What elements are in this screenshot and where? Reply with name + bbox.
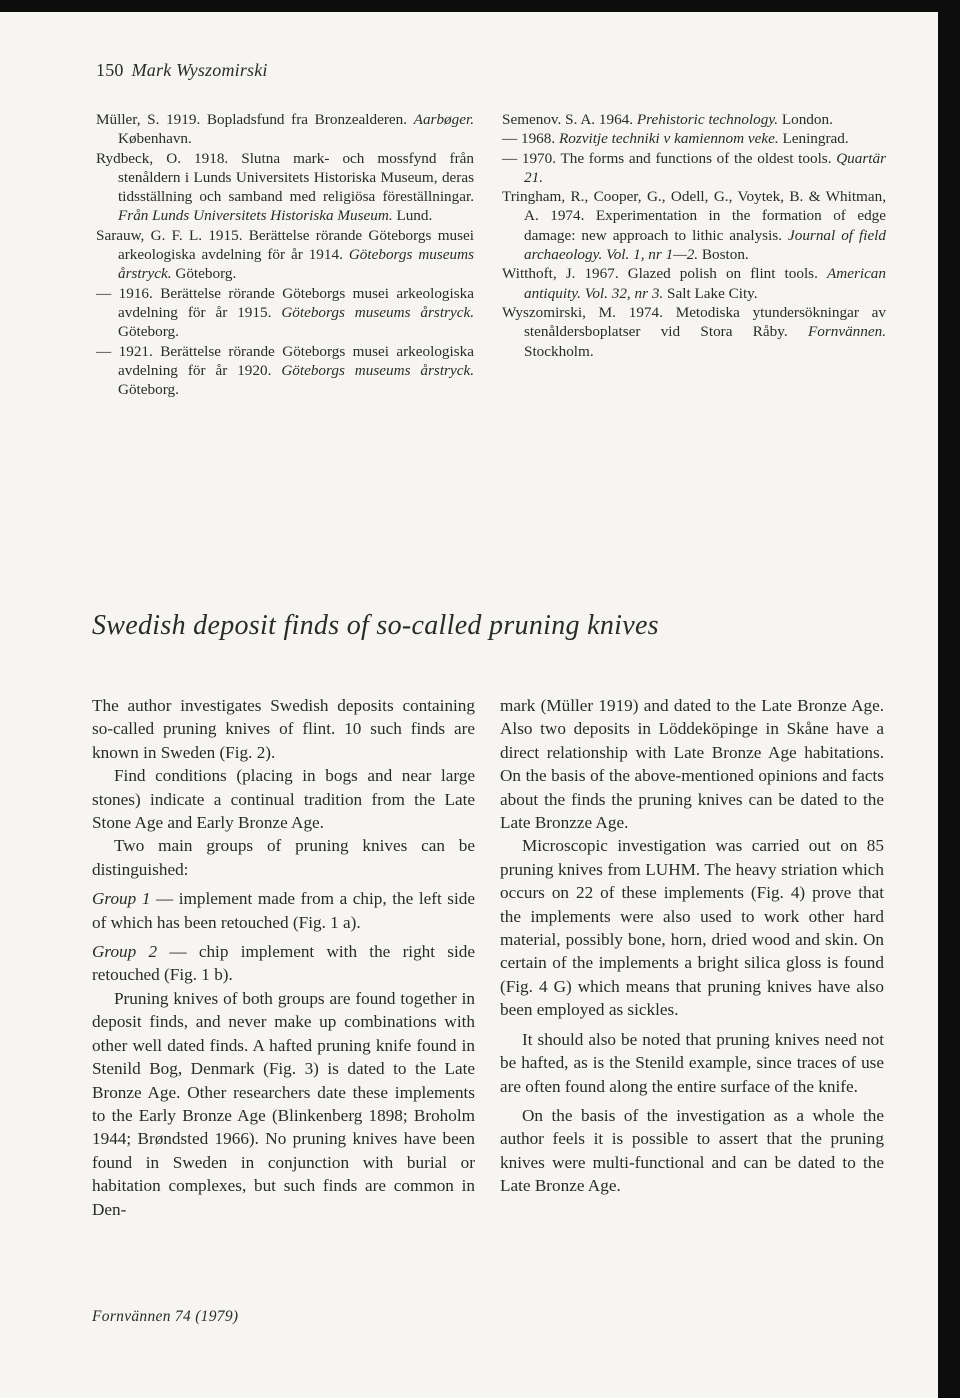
reference-entry: — 1970. The forms and functions of the oldest tools. Quartär 21. — [502, 149, 886, 186]
reference-entry: Wyszomirski, M. 1974. Metodiska ytundersökningar av stenåldersboplatser vid Stora Råby. Fornvännen. Stockholm. — [502, 303, 886, 360]
reference-entry: Rydbeck, O. 1918. Slutna mark- och mossfynd från stenåldern i Lunds Universitets Historiska Museum, deras tidsställning och samband med religiösa föreställningar. Från Lunds Universitets Historiska Museum. Lund. — [96, 149, 474, 225]
group-2-label: Group 2 — [92, 942, 158, 962]
group-1-label: Group 1 — [92, 889, 151, 909]
summary-paragraph: Microscopic investigation was carried out on 85 pruning knives from LUHM. The heavy striation which occurs on 22 of these implements (Fig. 4) prove that the implements were also used to work other hard material, possibly bone, horn, dried wood and skin. On certain of the implements a bright silica gloss is found (Fig. 4 G) which means that pruning knives have also been employed as sickles. — [500, 836, 884, 1020]
group-1-definition: Group 1 — implement made from a chip, the left side of which has been retouched (Fig. 1 a). — [92, 889, 475, 932]
reference-entry: Sarauw, G. F. L. 1915. Berättelse rörande Göteborgs musei arkeologiska avdelning för år 1914. Göteborgs museums årstryck. Göteborg. — [96, 226, 475, 283]
references-left-column — [96, 110, 474, 399]
reference-entry: — 1916. Berättelse rörande Göteborgs musei arkeologiska avdelning för år 1915. Göteborgs museums årstryck. Göteborg. — [96, 284, 474, 341]
summary-paragraph: On the basis of the investigation as a whole the author feels it is possible to assert that the pruning knives were multi-functional and can be dated to the Late Bronze Age. — [500, 1105, 884, 1196]
journal-footer: Fornvännen 74 (1979) — [92, 1308, 239, 1325]
references-right-column — [502, 110, 886, 361]
group-2-definition: Group 2 — chip implement with the right side retouched (Fig. 1 b). — [92, 942, 475, 985]
summary-left-column — [92, 694, 475, 1221]
running-header — [96, 60, 268, 81]
reference-entry: — 1968. Rozvitje techniki v kamiennom veke. Leningrad. — [502, 130, 849, 148]
reference-entry: — 1921. Berättelse rörande Göteborgs musei arkeologiska avdelning för år 1920. Göteborgs museums årstryck. Göteborg. — [96, 342, 474, 399]
page-number: 150 — [96, 60, 124, 80]
reference-entry: Witthoft, J. 1967. Glazed polish on flint tools. American antiquity. Vol. 32, nr 3. Salt Lake City. — [502, 265, 886, 302]
summary-paragraph: Find conditions (placing in bogs and near large stones) indicate a continual tradition from the Late Stone Age and Early Bronze Age. — [92, 766, 475, 833]
summary-paragraph: The author investigates Swedish deposits containing so-called pruning knives of flint. 10 such finds are known in Sweden (Fig. 2). — [92, 696, 475, 762]
summary-paragraph: mark (Müller 1919) and dated to the Late Bronze Age. Also two deposits in Löddeköpinge in Skåne have a direct relationship with Late Bronze Age habitations. On the basis of the above-mentioned opinions and facts about the finds the pruning knives can be dated to the Late Bronzze Age. — [500, 696, 884, 833]
reference-entry: Semenov. S. A. 1964. Prehistoric technology. London. — [502, 111, 833, 128]
summary-right-column — [500, 694, 884, 1198]
reference-entry: Müller, S. 1919. Bopladsfund fra Bronzealderen. Aarbøger. København. — [96, 111, 474, 148]
section-title: Swedish deposit finds of so-called pruning knives — [92, 610, 659, 641]
running-author: Mark Wyszomirski — [131, 60, 268, 80]
summary-paragraph: It should also be noted that pruning knives need not be hafted, as is the Stenild example, since traces of use are often found along the entire surface of the knife. — [500, 1029, 884, 1096]
reference-entry: Tringham, R., Cooper, G., Odell, G., Voytek, B. & Whitman, A. 1974. Experimentation in the formation of edge damage: new approach to lithic analysis. Journal of field archaeology. Vol. 1, nr 1—2. Boston. — [502, 188, 886, 264]
summary-paragraph: Two main groups of pruning knives can be distinguished: — [92, 836, 475, 879]
summary-paragraph: Pruning knives of both groups are found together in deposit finds, and never make up combinations with other well dated finds. A hafted pruning knife found in Stenild Bog, Denmark (Fig. 3) is dated to the Late Bronze Age. Other researchers date these implements to the Early Bronze Age (Blinkenberg 1898; Broholm 1944; Brøndsted 1966). No pruning knives have been found in Sweden in conjunction with burial or habitation complexes, but such finds are common in Den- — [92, 988, 475, 1219]
